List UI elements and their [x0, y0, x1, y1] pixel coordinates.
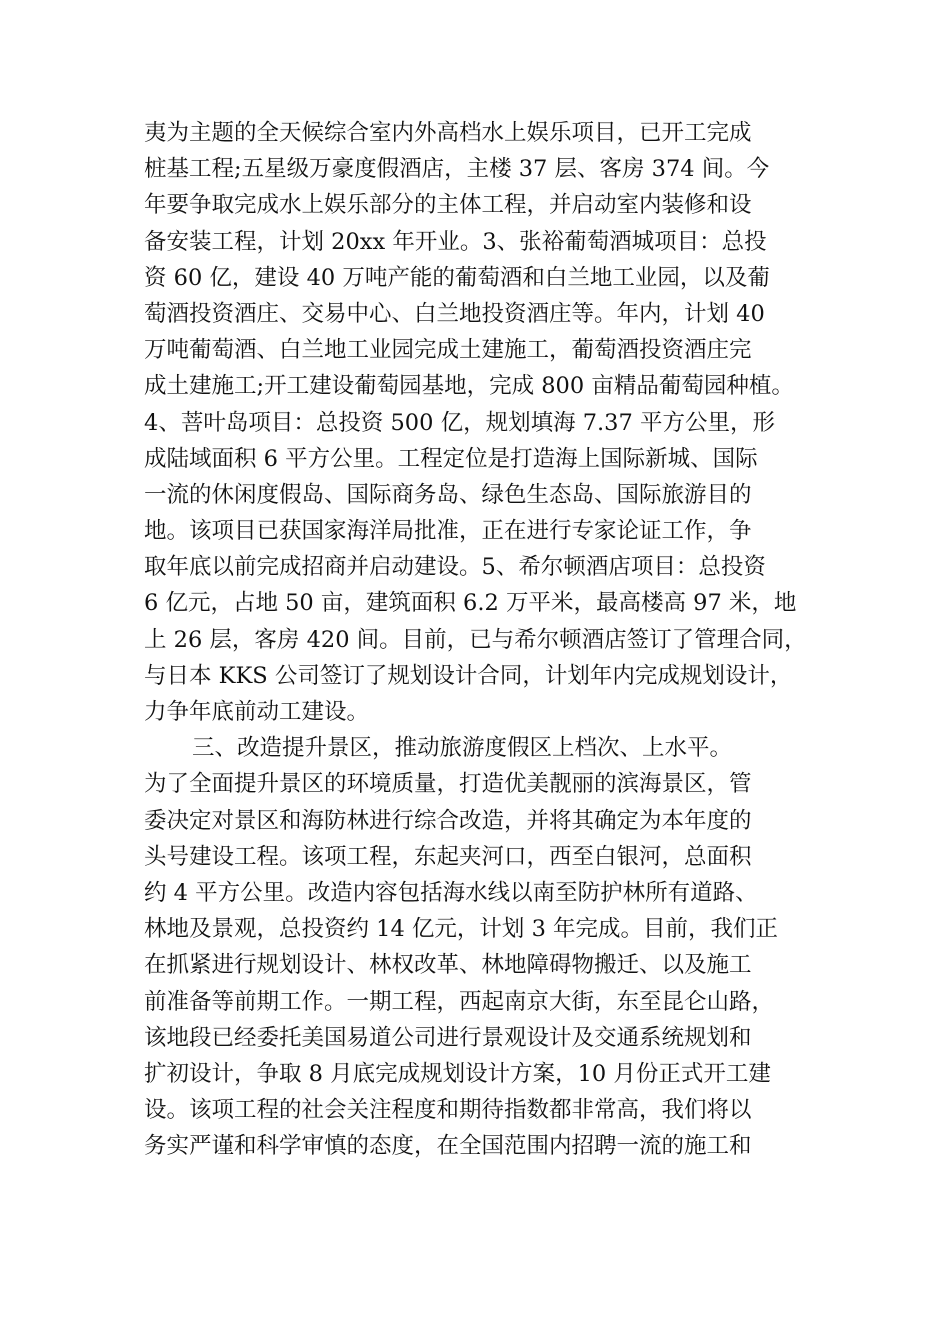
text-line: 该地段已经委托美国易道公司进行景观设计及交通系统规划和 [144, 1024, 752, 1051]
text-line: 头号建设工程。该项工程，东起夹河口，西至白银河，总面积 [144, 843, 752, 870]
text-line: 设。该项工程的社会关注程度和期待指数都非常高，我们将以 [144, 1097, 752, 1124]
text-line: 取年底以前完成招商并启动建设。5、希尔顿酒店项目：总投资 [144, 554, 766, 581]
text-line: 6 亿元，占地 50 亩，建筑面积 6.2 万平米，最高楼高 97 米，地 [144, 590, 797, 617]
text-line: 在抓紧进行规划设计、林权改革、林地障碍物搬迁、以及施工 [144, 952, 752, 979]
text-line: 夷为主题的全天候综合室内外高档水上娱乐项目，已开工完成 [144, 120, 752, 146]
text-line: 为了全面提升景区的环境质量，打造优美靓丽的滨海景区，管 [144, 771, 752, 798]
text-line: 力争年底前动工建设。 [144, 699, 370, 725]
text-line: 年要争取完成水上娱乐部分的主体工程，并启动室内装修和设 [144, 192, 752, 219]
text-line: 林地及景观，总投资约 14 亿元，计划 3 年完成。目前，我们正 [144, 916, 779, 943]
text-line: 资 60 亿，建设 40 万吨产能的葡萄酒和白兰地工业园，以及葡 [144, 264, 770, 291]
text-line: 约 4 平方公里。改造内容包括海水线以南至防护林所有道路、 [144, 879, 758, 906]
text-line: 一流的休闲度假岛、国际商务岛、绿色生态岛、国际旅游目的 [144, 481, 752, 508]
text-line: 务实严谨和科学审慎的态度，在全国范围内招聘一流的施工和 [144, 1133, 752, 1160]
text-line: 上 26 层，客房 420 间。目前，已与希尔顿酒店签订了管理合同， [144, 626, 807, 653]
text-line: 成土建施工;开工建设葡萄园基地，完成 800 亩精品葡萄园种植。 [144, 373, 794, 400]
text-line: 备安装工程，计划 20xx 年开业。3、张裕葡萄酒城项目：总投 [144, 228, 767, 255]
text-line: 委决定对景区和海防林进行综合改造，并将其确定为本年度的 [144, 807, 752, 834]
text-line: 成陆域面积 6 平方公里。工程定位是打造海上国际新城、国际 [144, 445, 758, 472]
text-line: 万吨葡萄酒、白兰地工业园完成土建施工，葡萄酒投资酒庄完 [144, 337, 752, 364]
text-line: 扩初设计，争取 8 月底完成规划设计方案，10 月份正式开工建 [144, 1060, 771, 1087]
text-line: 与日本 KKS 公司签订了规划设计合同，计划年内完成规划设计， [144, 662, 793, 689]
text-line: 萄酒投资酒庄、交易中心、白兰地投资酒庄等。年内，计划 40 [144, 300, 765, 327]
text-line: 桩基工程;五星级万豪度假酒店，主楼 37 层、客房 374 间。今 [144, 156, 770, 183]
text-line: 4、菩叶岛项目：总投资 500 亿，规划填海 7.37 平方公里，形 [144, 409, 775, 436]
section-heading: 三、改造提升景区，推动旅游度假区上档次、上水平。 [192, 735, 733, 762]
text-line: 前准备等前期工作。一期工程，西起南京大街，东至昆仑山路， [144, 988, 775, 1015]
document-body [144, 115, 824, 1164]
text-line: 地。该项目已获国家海洋局批准，正在进行专家论证工作，争 [144, 518, 752, 545]
